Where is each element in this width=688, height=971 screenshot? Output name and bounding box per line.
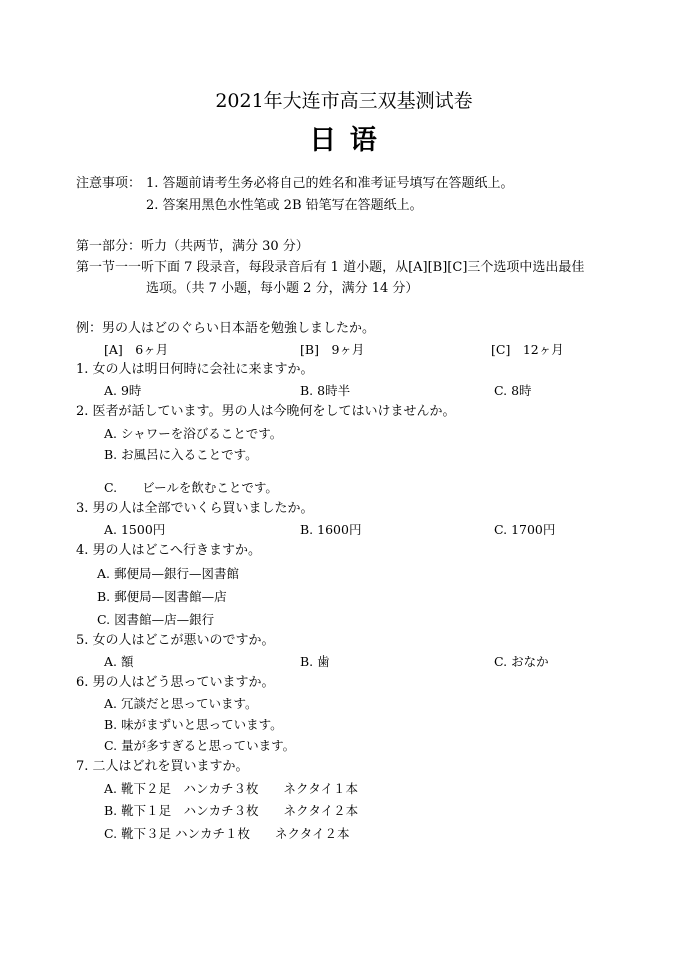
example-option-b: [B] 9ヶ月: [300, 342, 365, 357]
q7-option-a: A. 靴下２足 ハンカチ３枚 ネクタイ１本: [104, 781, 358, 796]
question-3: 3. 男の人は全部でいくら買いましたか。: [76, 501, 314, 516]
q3-option-c: C. 1700円: [494, 522, 556, 537]
question-2: 2. 医者が話しています。男の人は今晩何をしてはいけませんか。: [76, 404, 456, 419]
q4-option-a: A. 郵便局—銀行—図書館: [97, 566, 239, 581]
q5-option-c: C. おなか: [494, 654, 549, 669]
q1-option-c: C. 8時: [494, 383, 532, 398]
q4-option-c: C. 図書館—店—銀行: [97, 612, 215, 627]
part1-header: 第一部分：听力（共两节，满分 30 分）: [76, 239, 309, 254]
q2-option-b: B. お風呂に入ることです。: [104, 447, 258, 462]
question-4: 4. 男の人はどこへ行きますか。: [76, 543, 262, 558]
exam-title: 2021年大连市高三双基测试卷: [215, 90, 473, 112]
q6-option-a: A. 冗談だと思っています。: [104, 696, 258, 711]
q2-option-c: C. ビールを飲むことです。: [104, 480, 278, 495]
q3-option-b: B. 1600円: [300, 522, 362, 537]
notice-item-2: 2. 答案用黑色水性笔或 2B 铅笔写在答题纸上。: [146, 198, 423, 213]
q4-option-b: B. 郵便局—図書館—店: [97, 589, 227, 604]
q2-option-a: A. シャワーを浴びることです。: [104, 426, 283, 441]
section1-instructions-cont: 选项。（共 7 小题，每小题 2 分，满分 14 分）: [146, 281, 419, 296]
q1-option-a: A. 9時: [104, 383, 142, 398]
q6-option-c: C. 量が多すぎると思っています。: [104, 738, 296, 753]
question-1: 1. 女の人は明日何時に会社に来ますか。: [76, 362, 314, 377]
example-question: 例：男の人はどのぐらい日本語を勉強しましたか。: [76, 321, 376, 336]
q3-option-a: A. 1500円: [104, 522, 166, 537]
q6-option-b: B. 味がまずいと思っています。: [104, 717, 283, 732]
example-option-c: [C] 12ヶ月: [491, 342, 564, 357]
notice-item-1: 1. 答题前请考生务必将自己的姓名和准考证号填写在答题纸上。: [146, 176, 514, 191]
exam-subject: 日 语: [309, 125, 379, 156]
notice-label: 注意事项：: [76, 176, 142, 191]
question-5: 5. 女の人はどこが悪いのですか。: [76, 633, 275, 648]
q7-option-c: C. 靴下３足 ハンカチ１枚 ネクタイ２本: [104, 826, 350, 841]
question-7: 7. 二人はどれを買いますか。: [76, 759, 249, 774]
question-6: 6. 男の人はどう思っていますか。: [76, 675, 275, 690]
q7-option-b: B. 靴下１足 ハンカチ３枚 ネクタイ２本: [104, 803, 359, 818]
section1-instructions: 第一节一一听下面 7 段录音，每段录音后有 1 道小题，从[A][B][C]三个选项中选出最佳: [76, 260, 585, 275]
q5-option-a: A. 額: [104, 654, 134, 669]
q5-option-b: B. 歯: [300, 654, 330, 669]
example-option-a: [A] 6ヶ月: [104, 342, 169, 357]
q1-option-b: B. 8時半: [300, 383, 351, 398]
